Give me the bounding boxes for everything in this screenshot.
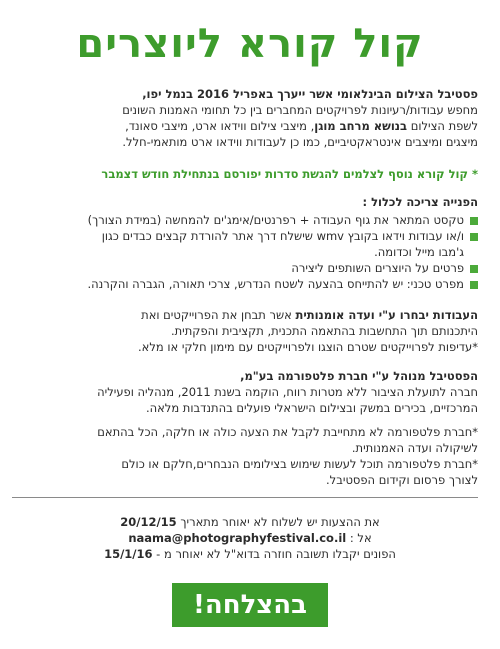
intro-paragraph: [12, 86, 478, 150]
list-item: [12, 276, 478, 292]
selection-line: היתכנותם תוך התחשבות בהתאמה התכנית, תקציבית והפקתית.: [170, 324, 478, 338]
bullet-square-icon: [470, 265, 478, 273]
deadline-text: את ההצעות יש לשלוח לא יאוחר מתאריך: [176, 515, 380, 529]
list-item: [12, 212, 478, 228]
organizer-heading: הפסטיבל מנוהל ע"י חברת פלטפורמה בע"מ,: [240, 369, 478, 383]
selection-text: אשר תבחן את הפרוייקטים ואת: [141, 308, 296, 322]
theme-highlight: בנושא מרחב מוגן: [314, 119, 408, 133]
reply-line: [0, 546, 500, 562]
intro-line: פסטיבל הצילום הבינלאומי אשר ייערך באפריל 2016 בנמל יפו,: [142, 87, 478, 101]
page-title: קול קורא ליוצרים: [76, 21, 424, 67]
intro-line: מיצגים ומיצבים אינטראקטיביים, כמו כן לעבודות ווידאו ארט מותאמי-חלל.: [122, 135, 478, 149]
organizer-line: המרכזיים, בכירים במשק ובצילום הישראלי פועלים בהתנדבות מלאה.: [145, 401, 478, 415]
selection-line: [12, 307, 478, 323]
terms-line: *חברת פלטפורמה לא מתחייבת לקבל את הצעה כולה או חלקה, הכל בהתאם: [97, 425, 478, 439]
list-item-continuation: ג'מבו מייל וכדומה.: [374, 245, 464, 259]
list-item: [12, 260, 478, 276]
list-item: [12, 228, 478, 244]
photographers-note: [12, 166, 478, 182]
terms-line: *חברת פלטפורמה תוכל לעשות שימוש בצילומים הנבחרים,חלקם או כולם: [121, 457, 478, 471]
intro-text: , מיצבי צילום ווידאו ארט, מיצבי סאונד,: [125, 119, 315, 133]
section-divider: [12, 497, 478, 498]
intro-line: מחפש עבודות/רעיונות לפרויקטים המחברים בין כל תחומי האמנות השונים: [122, 103, 478, 117]
list-item-text: טקסט המתאר את גוף העבודה + רפרנטים/אימג'ים להמחשה (במידת הצורך): [87, 213, 464, 227]
bullet-square-icon: [470, 281, 478, 289]
note-text: * קול קורא נוסף לצלמים להגשת סדרות יפורסם בנתחילת חודש דצמבר: [101, 167, 478, 181]
bullet-square-icon: [470, 217, 478, 225]
email-line: [0, 530, 500, 546]
reply-text: הפונים יקבלו תשובה חוזרה בדוא"ל לא יאוחר מ -: [152, 547, 396, 561]
selection-paragraph: [12, 307, 478, 355]
intro-line: [12, 118, 478, 134]
terms-paragraph: [12, 424, 478, 488]
committee-highlight: העבודות יבחרו ע"י ועדה אומנותית: [295, 308, 478, 322]
organizer-paragraph: [12, 368, 478, 416]
terms-line: לצורך פרסום וקידום הפסטיבל.: [326, 473, 478, 487]
submission-footer: [0, 514, 500, 562]
email-label: אל :: [346, 531, 372, 545]
deadline-line: [0, 514, 500, 530]
reply-date: 15/1/16: [104, 547, 153, 561]
deadline-date: 20/12/15: [120, 515, 177, 529]
bullet-square-icon: [470, 233, 478, 241]
email-link[interactable]: naama@photographyfestival.co.il: [128, 531, 347, 545]
list-item-text: מפרט טכני: יש להתייחס בהצעה לשטח הנדרש, צרכי תאורה, הגברה והקרנה.: [87, 277, 464, 291]
selection-line: *עדיפות לפרוייקטים שטרם הוצגו ולפרוייקטים עם מימון חלקי או מלא.: [138, 340, 478, 354]
list-item-text: ו/או עבודות וידאו בקובץ wmv שישלח דרך אתר להורדת קבצים כבדים כגון: [101, 229, 464, 243]
section-heading: הפנייה צריכה לכלול :: [362, 195, 478, 209]
intro-text: לשפת הצילום: [407, 119, 478, 133]
submission-requirements: [12, 194, 478, 292]
terms-line: לשיקולה ועדה האמנותית.: [351, 441, 478, 455]
list-item-text: פרטים על היוצרים השותפים ליצירה: [291, 261, 464, 275]
organizer-line: חברה לתועלת הציבור ללא מטרות רווח, הוקמה בשנת 2011, מנהליה ופעיליה: [97, 385, 478, 399]
good-luck-button[interactable]: בהצלחה!: [172, 583, 328, 627]
